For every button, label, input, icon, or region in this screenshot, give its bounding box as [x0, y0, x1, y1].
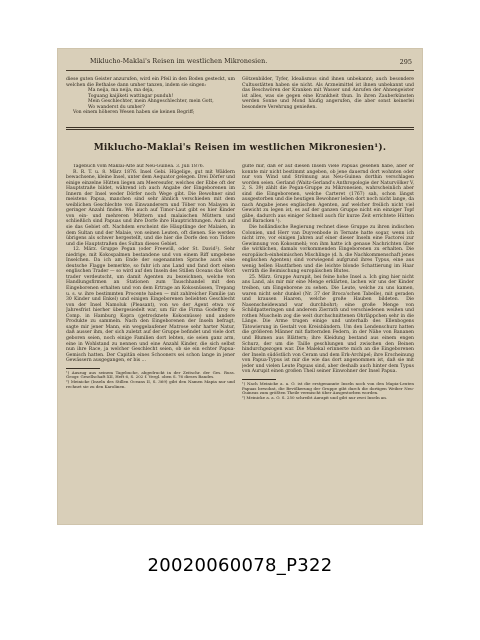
running-head: [66, 58, 414, 70]
verse-line: Mein Geschlechter, mein Ahngeschlechter, mein Gott,: [88, 99, 214, 105]
paragraph: R. R. T. u. 8. März 1876. Insel Gebi. Hügelige, gut mit Wäldern bewachsene, kleine Insel, unter dem Aequator gelegen. Drei Dörfer und einige einzelne Hütten liegen am Meeresufer, welches der Ebbe oft der Hauptstraße bildet, während ich auch Angabe der Eingeborenen im Innern der Insel weder Dörfer noch Wege gibt. Die Bewohner sind meistens Papua, manchen sind sehr ähnlich verschieden mit dem weiblichen Geschlechte von Einwanderern und Töber von Malayen in geringer Anzahl finden. Wie auch auf Timor-Laut gibt es hier Kinder von ein- und mehreren Müttern und malaischen Müttern und schließlich sind Papuas und ihre Dorfe ihre Hauptrichtungen. Auch auf sie das Gebiet oft. Nachdem erscheint die Häuptlinge der Malaien, in dem Sultan und der Malaie, von seinen Leuten, oft dienen. Sie werden übrigens als schwer hergestellt, und die hier die Dorfe den von Tidore und die Hauptstraßen des Sultan dieses Gebiet.: [66, 169, 235, 247]
running-head-title: Miklucho-Maklai's Reisen im westlichen Mikronesien.: [90, 58, 268, 65]
footnote: ²) Meinicke (Inseln des Stillen Oceans II, S. 369) gibt den Namen Mapia nur und rechnet sie zu den Karolinen.: [66, 379, 235, 390]
footnote-rule: [242, 379, 276, 380]
footnote: ¹) Nach Meinicke a. a. O. ist die erstgenannte Inseln noch von den Mapia-Leuten Papuas bewohnt, die Bevölkerung der Gruppe gibt durch die dortigen Weiber Neu-Guineas zum größten Theile vermischt über Ausgestorben worden.: [242, 380, 414, 396]
paragraph: Die holländische Regierung rechnet diese Gruppe zu ihren indischen Colonien, und Herr van Duyvenbode in Ternate hatte sogar, wenn ich nicht irre, vor einigen Jahren auf einer dieser Inseln eine Factorei zur Gewinnung von Kokosmehl; von ihm hatte ich genaue Nachrichten über die wirklichen, damals vorkommenden Eingeborenen zu erhalten. Die europäisch-einheimischen Mischlinge (d. h. die Nachkommenschaft jenes englischen Agenten) sind vorwiegend aufgrund ihres Typus, eine aus wenig hellen Hautfarben und die leichte blonde Schattierung im Haar verräth die Beimischung europäischen Blutes.: [242, 225, 414, 275]
paragraph: gülte mir, daß er auf diesen Inseln viele Papuas gesehen habe, aber er konnte mir nicht bestimmt angeben, ob jene dauernd dort wohnten oder nur von Wind und Strömung aus Neu-Guinea dorthin verschlagen worden seien. Gerland (Waitz-Gerland's Anthropologie der Naturvölker V, 2, S. 39) zählt die Pegan-Gruppe zu Mikronesien, wahrscheinlich aber sind die Eingeborenen, welche Carteret (1767) sah, schon längst ausgestorben und die heutigen Bewohner leben dort noch nicht lange, da nach Angabe jenes englischen Agenten, auf welcher freilich nicht viel Gewicht zu legen ist, es auf der ganzen Gruppe nicht ein einziger Topf gäbe, dadurch aus einiger Schnell auch für kurze Zeit errichtete Hütten und Baracken ¹).: [242, 164, 414, 225]
paragraph: 12. März. Gruppe Pegan (oder Freewill, oder St. David²). Sehr niedrige, mit Kokospalmen bestandene und von einem Riff umgebene Inselchen. Da ich am Ende der sogenannten Sprache auch eine deutsche Flagge bemerkte, so fuhr ich ans Land und fand dort einen englischen Trader — so wird auf den Inseln des Stillen Oceans das Wort trader verdeutscht, um damit Agenten zu bezeichnen, welche von Handlungsfirmen an Stationen zum Tauschhandel mit den Eingeborenen erhalten und von dem Ertrage an Kokosnüssen, Trepang u. s. w. ihre bestimmten Procente haben — mit zahlreicher Familie (an 30 Kinder und Enkel) und einigen Eingeborenen beliebten Geschlecht von der Insel Namoluk (Pleasant), von wo der Agent etwa vor Jahresfrist hierher übergesiedelt war, um für die Firma Godeffroy & Comp. in Hamburg Kopra (getrocknete Kokosnüsse) und andere Produkte zu sammeln. Nach den Eingeborenen der Inseln befragt, sagte mir jener Mann, ein weggelaufener Matrose sehr harter Natur, daß ausser ihm, der sich zuletzt auf der Gruppe befindet und viele dort geboren seien, noch einige Familien dort lebten, sie seien ganz arm, eine in Wohlstand zu nennen und eine Anzahl Kinder, die sich selbst nun ihre Race, ja welcher Geschlecht seien, ob sie ein echter Papua-Gemisch hatten. Der Capitän eines Schooners sei schon lange in jener Gewässern ausgegangen, er bis ...: [66, 247, 235, 364]
scan-id-label: 20020060078_P322: [147, 555, 333, 576]
paragraph: Von einem höheren Wesen haben sie keinen Begriff;: [73, 110, 195, 116]
paragraph: diese guten Geister anzurufen, wird ein Pfeil in den Boden gesteckt, um welchen die Bethalse dann umher tanzen, indem sie singen:: [66, 77, 235, 88]
top-right-column: [242, 77, 414, 110]
scanned-page: [58, 49, 422, 524]
section-rule-thin: [66, 129, 414, 130]
footnote: ¹) Auszug aus seinem Tagebuche, abgedruckt in der Zeitschr. der Ges. Russ. Geogr. Gesellschaft XII, Heft 6, S. 202 f. Vergl. oben S. 76 dieses Bandes.: [66, 369, 235, 380]
footnote-rule: [66, 368, 100, 369]
footnote: ²) Meinicke a. a. O. S. 250 schreibt Aurapit und gibt nur zwei Inseln an.: [242, 395, 388, 401]
paragraph: 25. März. Gruppe Aurupit, bei feine hohe Insel a. Ich ging hier nicht ans Land, als mir mir eine Menge erklärten, lachen wir uns der Kinder treiben, um Eingeborene zu sehen. Die Leute, welche zu uns kamen, waren nicht sehr dunkel (Nr. 37 der Broca'schen Tabelle), mit geraden und krausen Haaren, welche große Hauben bildeten. Die Nasenscheidewand war durchbohrt; eine große Menge von Schildpatteringen und anderem Zierrath und verschiedenen weißen und rothen Muscheln zog die weit durchschnittenen Ohrläppchen sehr in die Länge. Die Arme trugen einige und unterhalb des Ellenbogens Tätowierung in Gestalt von Kreisbändern. Um den Lendenschurz hatten die größeren Männer mit flatternden Federn, in der Nähe von Bananen und Blumen aus Blättern; ihre Kleidung bestand aus einem engen Schurz, der um die Taille geschlungen und zwischen den Beinen hindurchgezogen war. Die Malekal erinnerte mich an die Eingeborenen der Inseln südöstlich von Ceram und dem Erk-Archipel; ihre Erscheinung von Papua-Typus ist mir die wie das dort angenommen ist, daß sie mit jeder und vielen Leute Papuas sind, aber deshalb auch hinter dem Typus von Aurupit einen großen Theil seiner Einwohner der Insel Papua.: [242, 274, 414, 375]
paragraph: Tagebuch vom Maklai-Alte auf Neu-Guinea. 3. Juli 1876.: [73, 164, 205, 169]
section-rule: [66, 127, 414, 128]
page-number: 295: [399, 58, 412, 66]
verse-line: Toguang kaijiketi wattingar punduh!: [88, 93, 174, 99]
verse-line: Wo wanderst du umher?: [88, 104, 145, 110]
paragraph: Götzenbilder, Tyfer, Idealismus sind ihnen unbekannt; auch besondere Cultusstätten haben sie nicht. Als Arzneimittel ist ihnen unbekannt und das Beschwören der Kranken mit Wasser und Anrufen der Ahnengeister ist alles, was sie gegen eine Krankheit thun. In ihren Zauberkünsten werden Sonne und Mond häufig angerufen, die aber sonst keinerlei besondere Verehrung genießen.: [242, 77, 414, 110]
article-right-column: [242, 164, 414, 401]
article-left-column: [66, 164, 235, 390]
page-content: [66, 49, 414, 524]
verse-line: Ma neija, ma neija, ma deja,: [88, 88, 154, 94]
article-title: Miklucho-Maklai's Reisen im westlichen Mikronesien¹).: [93, 143, 387, 153]
top-left-column: [66, 77, 235, 116]
header-rule: [66, 70, 414, 71]
